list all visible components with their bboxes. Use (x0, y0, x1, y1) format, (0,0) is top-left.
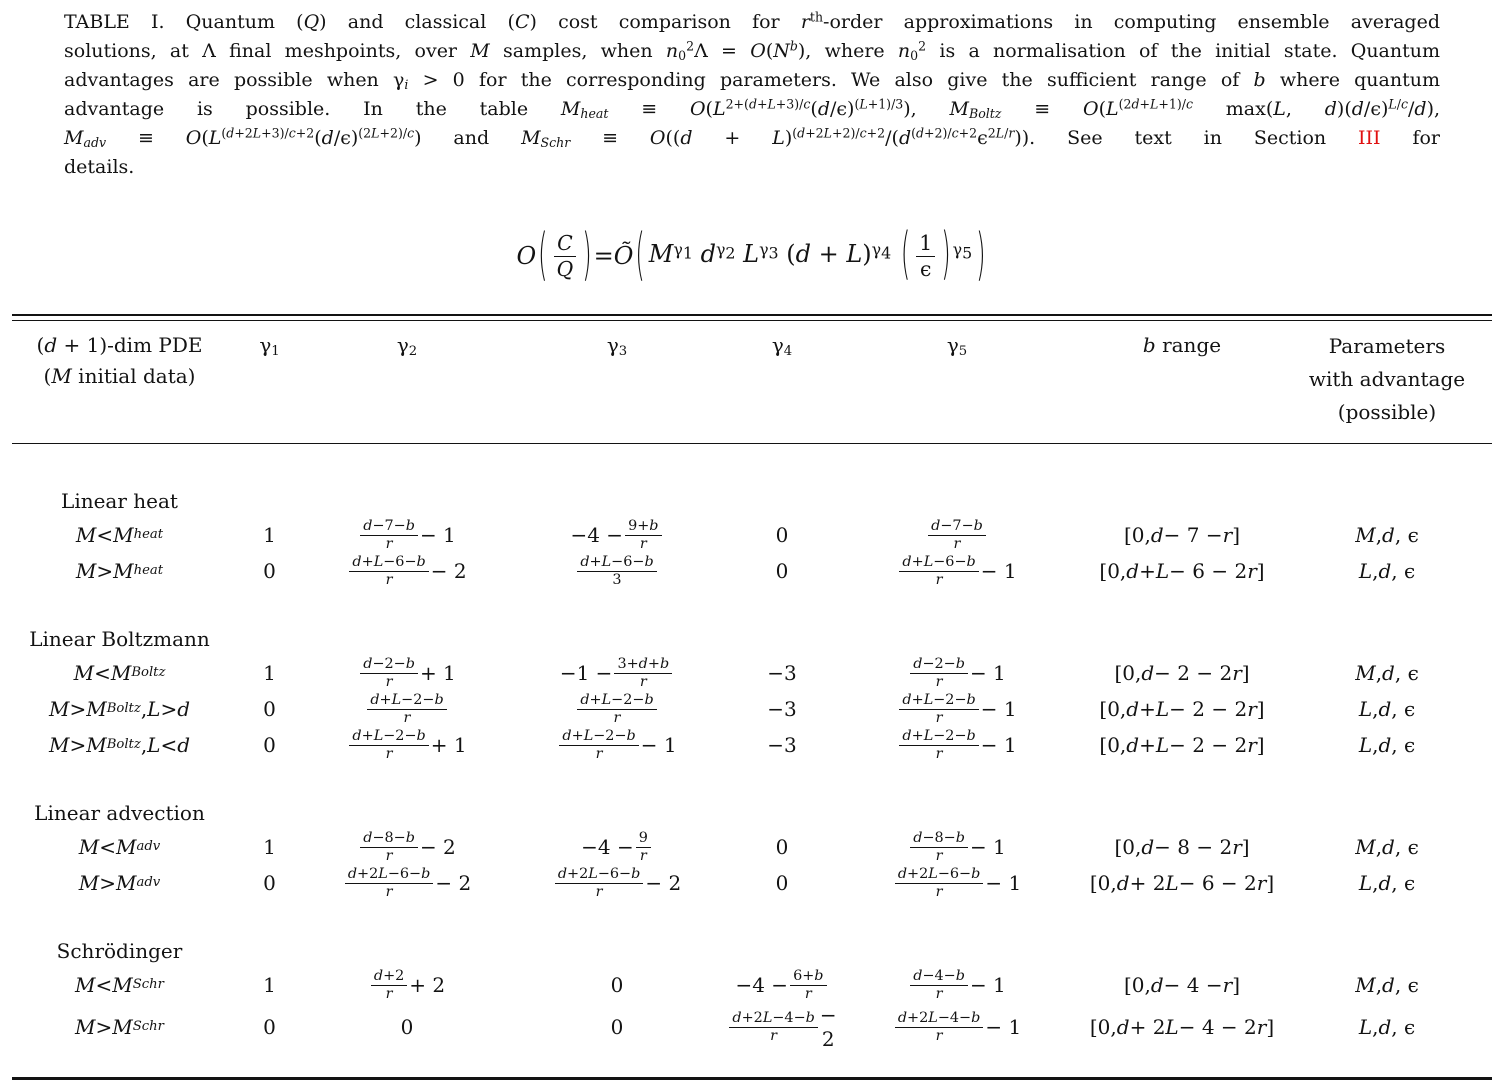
cell-gamma1: 0 (263, 1015, 276, 1039)
section-title: Schrödinger (56, 938, 183, 963)
cell-gamma4: $\frac{d+2L-4-b}{r}$ − 2 (732, 1003, 832, 1051)
cell-b-range: [0, d − 8 − 2 r ] (1114, 835, 1250, 859)
cell-gamma3: 0 (610, 1015, 624, 1039)
section-linear-advection (12, 796, 1492, 901)
cost-ratio-equation: O ( $\frac{C}{Q}$ ) = Õ ( $M^{\gamma_1}$ $d^{\gamma_2}$ $L^{\gamma_3}$ $(d + L)^{\gamma_4}$ ( $\frac{1}{\epsilon}$ ) $^{\gamma_5}$ ) (516, 219, 986, 288)
cell-gamma1: 0 (263, 697, 276, 721)
section-schrodinger (12, 934, 1492, 1051)
cell-b-range: [0, d + 2 L − 4 − 2 r ] (1089, 1015, 1275, 1039)
caption-line: $M_{adv} \equiv O(L^{(d+2L+3)/c+2}(d/\epsilon)^{(2L+2)/c})$ and $M_{Schr} \equiv O((d + L)^{(d+2L+2)/c+2}/(d^{(d+2)/c+2}\epsilon^{2L/r}))$. See text in Section III for (64, 125, 1441, 150)
section-title: Linear advection (34, 800, 205, 825)
row-label: M > M Boltz , L > d (48, 697, 191, 721)
cell-gamma5: $\frac{d-2-b}{r}$ − 1 (832, 655, 1082, 691)
header-b-range: b range (1142, 333, 1222, 357)
section-ref-link[interactable]: III (1358, 127, 1381, 149)
cell-gamma2: $\frac{d+2}{r}$ + 2 (312, 967, 502, 1003)
row-label: M > M adv (78, 871, 161, 895)
cell-parameters: L , d , ϵ (1358, 1015, 1416, 1039)
section-title-row (12, 622, 1492, 655)
row-label: M > M Boltz , L < d (48, 733, 191, 757)
table-row (12, 517, 1492, 553)
cell-gamma3: 0 (610, 973, 624, 997)
header-parameters-line2: with advantage (1308, 367, 1466, 391)
header-pde (12, 330, 227, 429)
cell-gamma5: $\frac{d+2L-4-b}{r}$ − 1 (832, 1003, 1082, 1051)
header-parameters-line1: Parameters (1328, 334, 1446, 358)
cell-gamma3: $\frac{d+L-2-b}{r}$ − 1 (502, 727, 732, 763)
cell-gamma4: −3 (767, 697, 797, 721)
cost-comparison-table (12, 314, 1492, 1080)
cell-gamma5: $\frac{d-4-b}{r}$ − 1 (832, 967, 1082, 1003)
cell-gamma1: 0 (263, 871, 276, 895)
cell-gamma4: −3 (767, 733, 797, 757)
cell-b-range: [0, d + L − 2 − 2 r ] (1099, 733, 1265, 757)
table-row (12, 829, 1492, 865)
header-gamma2: $\gamma_2$ (396, 333, 418, 359)
cell-parameters: M , d , ϵ (1355, 973, 1419, 997)
header-gamma4: $\gamma_4$ (771, 333, 793, 359)
cell-b-range: [0, d − 4 − r ] (1123, 973, 1241, 997)
cell-parameters: M , d , ϵ (1355, 835, 1419, 859)
cell-gamma3: $\frac{d+L-2-b}{r}$ (502, 691, 732, 727)
cell-parameters: M , d , ϵ (1355, 661, 1419, 685)
cell-gamma4: 0 (775, 871, 789, 895)
section-title: Linear Boltzmann (29, 626, 210, 651)
cell-parameters: L , d , ϵ (1358, 733, 1416, 757)
cell-gamma3: $\frac{d+2L-6-b}{r}$ − 2 (502, 865, 732, 901)
section-title-row (12, 934, 1492, 967)
header-parameters (1282, 330, 1492, 429)
section-linear-boltzmann (12, 622, 1492, 763)
table-row (12, 967, 1492, 1003)
table-row (12, 553, 1492, 589)
table-top-double-rule (12, 314, 1492, 321)
row-label: M < M Schr (75, 973, 164, 997)
cell-gamma4: 0 (775, 523, 789, 547)
cell-gamma1: 1 (263, 973, 276, 997)
section-title-row (12, 796, 1492, 829)
cell-gamma5: $\frac{d-7-b}{r}$ (832, 517, 1082, 553)
header-gamma1: $\gamma_1$ (259, 333, 280, 359)
cell-gamma2: $\frac{d+L-2-b}{r}$ (312, 691, 502, 727)
caption-line: solutions, at Λ final meshpoints, over M samples, when $n_0^2\Lambda = O(N^b)$, where $n_0^2$ is a normalisation of the initial state. Quantum (64, 38, 1441, 63)
table-row (12, 691, 1492, 727)
cell-gamma5: $\frac{d+L-6-b}{r}$ − 1 (832, 553, 1082, 589)
table-header-row (12, 330, 1492, 429)
cell-gamma3: −4 − $\frac{9+b}{r}$ (502, 517, 732, 553)
cell-gamma4: −3 (767, 661, 797, 685)
cell-gamma4: 0 (775, 835, 789, 859)
header-pde-line2: (M initial data) (43, 364, 196, 388)
cell-parameters: L , d , ϵ (1358, 697, 1416, 721)
cell-b-range: [0, d − 2 − 2 r ] (1114, 661, 1250, 685)
cell-gamma4: −4 − $\frac{6+b}{r}$ (732, 967, 832, 1003)
cell-parameters: L , d , ϵ (1358, 559, 1416, 583)
table-caption (64, 8, 1440, 182)
header-pde-line1: (d + 1)-dim PDE (36, 333, 203, 357)
header-gamma5: $\gamma_5$ (946, 333, 968, 359)
cell-gamma2: $\frac{d-8-b}{r}$ − 2 (312, 829, 502, 865)
cell-gamma4: 0 (775, 559, 789, 583)
section-title-row (12, 484, 1492, 517)
cell-b-range: [0, d + L − 6 − 2 r ] (1099, 559, 1265, 583)
row-label: M < M Boltz (73, 661, 166, 685)
section-title: Linear heat (61, 488, 178, 513)
cell-gamma5: $\frac{d+L-2-b}{r}$ − 1 (832, 727, 1082, 763)
row-label: M < M adv (78, 835, 161, 859)
big-paren: ) (976, 221, 986, 288)
table-row (12, 727, 1492, 763)
big-paren: ( (635, 221, 645, 288)
cell-gamma3: $\frac{d+L-6-b}{3}$ (502, 553, 732, 589)
cell-parameters: L , d , ϵ (1358, 871, 1416, 895)
cell-b-range: [0, d + 2 L − 6 − 2 r ] (1089, 871, 1275, 895)
header-gamma3: $\gamma_3$ (606, 333, 628, 359)
caption-line: details. (64, 156, 135, 178)
cell-gamma1: 1 (263, 661, 276, 685)
cell-gamma5: $\frac{d+L-2-b}{r}$ − 1 (832, 691, 1082, 727)
cell-gamma2: 0 (400, 1015, 414, 1039)
caption-line: TABLE I. Quantum (Q) and classical (C) cost comparison for $r^{th}$-order approximations in computing ensemble averaged (64, 9, 1441, 33)
cell-b-range: [0, d + L − 2 − 2 r ] (1099, 697, 1265, 721)
table-row (12, 1003, 1492, 1051)
big-paren: ( (900, 219, 911, 286)
cell-gamma1: 0 (263, 559, 276, 583)
caption-line: advantage is possible. In the table $M_{heat} \equiv O(L^{2+(d+L+3)/c}(d/\epsilon)^{(L+1)/3})$, $M_{Boltz} \equiv O(L^{(2d+L+1)/c}$ max(L, $d)(d/\epsilon)^{L/c}/d$), (64, 96, 1441, 121)
cell-gamma3: −1 − $\frac{3+d+b}{r}$ (502, 655, 732, 691)
cell-gamma5: $\frac{d+2L-6-b}{r}$ − 1 (832, 865, 1082, 901)
table-row (12, 865, 1492, 901)
cell-gamma2: $\frac{d+L-6-b}{r}$ − 2 (312, 553, 502, 589)
cell-gamma1: 1 (263, 835, 276, 859)
cell-gamma3: −4 − $\frac{9}{r}$ (502, 829, 732, 865)
big-paren: ( (538, 221, 548, 288)
cell-gamma2: $\frac{d+2L-6-b}{r}$ − 2 (312, 865, 502, 901)
row-label: M > M heat (75, 559, 164, 583)
big-paren: ) (941, 219, 951, 286)
header-parameters-line3: (possible) (1337, 400, 1437, 424)
cell-parameters: M , d , ϵ (1355, 523, 1419, 547)
big-paren: ) (582, 221, 592, 288)
table-row (12, 655, 1492, 691)
cell-gamma2: $\frac{d-2-b}{r}$ + 1 (312, 655, 502, 691)
table-header-rule (12, 443, 1492, 444)
cell-gamma1: 1 (263, 523, 276, 547)
cell-gamma2: $\frac{d+L-2-b}{r}$ + 1 (312, 727, 502, 763)
cell-gamma5: $\frac{d-8-b}{r}$ − 1 (832, 829, 1082, 865)
cell-gamma1: 0 (263, 733, 276, 757)
cell-b-range: [0, d − 7 − r ] (1123, 523, 1241, 547)
row-label: M < M heat (75, 523, 164, 547)
caption-line: advantages are possible when $\gamma_i > 0$ for the corresponding parameters. We also give the sufficient range of b where quantum (64, 69, 1440, 92)
section-linear-heat (12, 484, 1492, 589)
row-label: M > M Schr (75, 1015, 164, 1039)
cell-gamma2: $\frac{d-7-b}{r}$ − 1 (312, 517, 502, 553)
